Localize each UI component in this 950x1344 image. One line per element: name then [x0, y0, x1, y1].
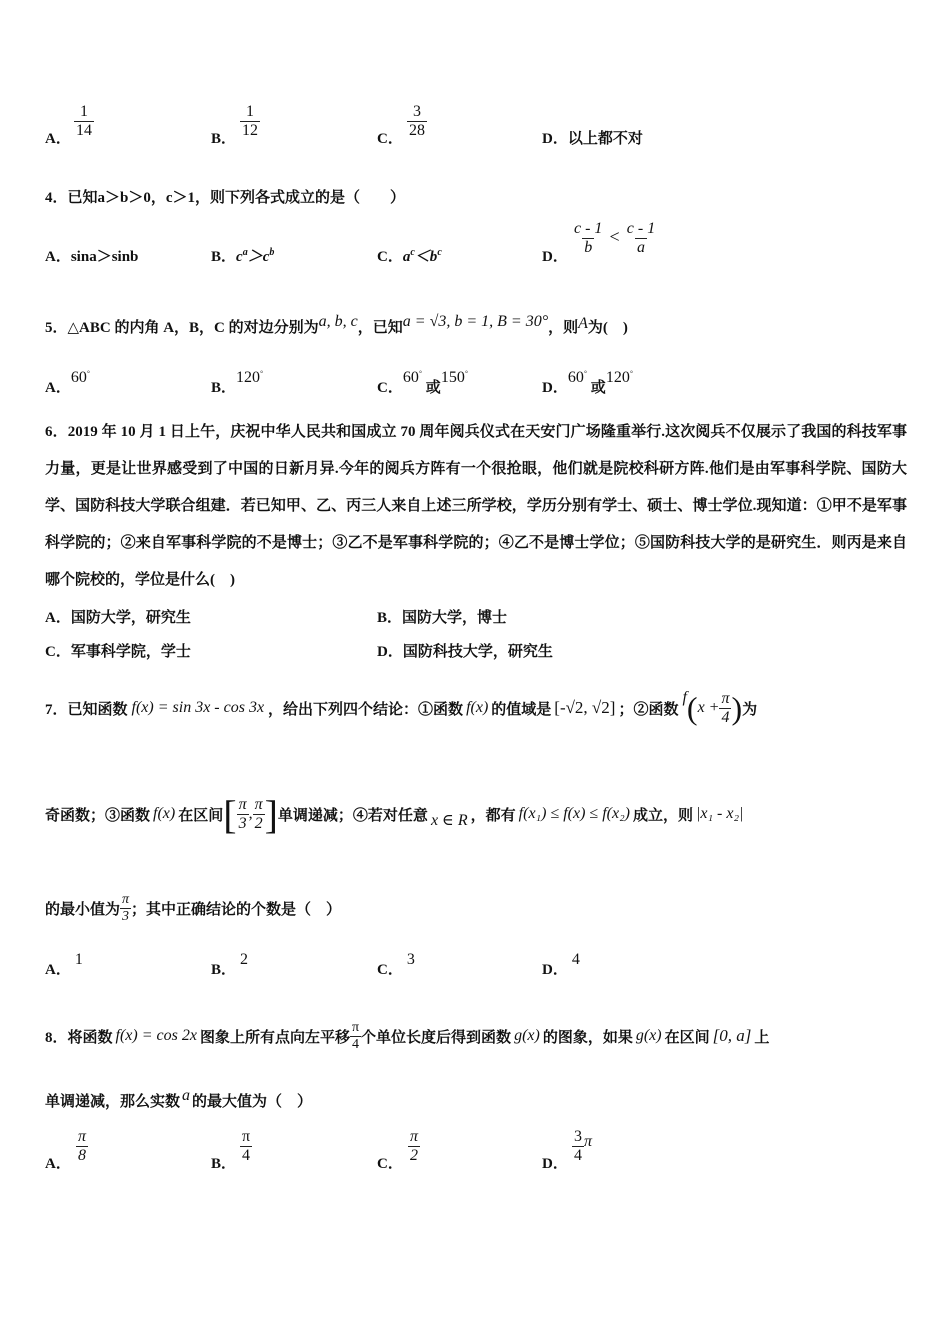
stem-text: 奇函数；③函数 — [45, 807, 151, 824]
q7-option-d — [542, 951, 580, 979]
q7-line-1: 7．已知函数 f(x) = sin 3x - cos 3x ，给出下列四个结论：①函数 f(x) 的值域是 [-√2, √2] ；②函数 f ( x + $\frac{\pi}{4}$ ) 为 — [45, 689, 758, 726]
q7-option-a — [45, 951, 83, 979]
denominator: b — [584, 238, 593, 256]
stem-text: 图象上所有点向左平移 — [199, 1029, 350, 1046]
shifted-argument: x + — [697, 699, 720, 716]
stem-text: 的值域是 — [491, 701, 552, 718]
option-value: 4 — [571, 951, 580, 968]
stem-text: ；其中正确结论的个数是（ ） — [131, 901, 342, 918]
option-value: 2 — [240, 951, 249, 968]
function-fx: f(x) — [466, 699, 489, 716]
option-label: D． — [542, 131, 568, 147]
q3-option-b-fraction — [240, 103, 260, 139]
option-label: A． — [45, 131, 71, 147]
option-value: 120 — [236, 369, 261, 386]
q8-option-c-fraction — [408, 1128, 420, 1164]
numerator: c - 1 — [626, 220, 656, 237]
q4-option-b — [211, 245, 274, 266]
option-label: C． — [377, 962, 403, 978]
q8-option-d — [542, 1152, 568, 1173]
q8-option-b-fraction — [240, 1128, 252, 1164]
q8-option-c — [377, 1152, 403, 1173]
abs-difference: |x₁ - x₂| — [695, 805, 744, 822]
stem-text: 在区间 — [664, 1029, 710, 1046]
side-variables: a, b, c — [318, 313, 358, 330]
target-angle: A — [578, 315, 588, 332]
denominator: 28 — [409, 121, 425, 139]
q8-option-d-fraction — [572, 1128, 592, 1164]
numerator: π — [254, 795, 263, 813]
q4-option-c — [377, 245, 442, 266]
numerator: π — [242, 1128, 251, 1145]
option-text: 以上都不对 — [567, 131, 643, 147]
denominator: a — [637, 238, 645, 256]
option-value: 60 — [70, 369, 87, 386]
numerator: 3 — [574, 1128, 582, 1145]
q4-option-d-formula: $\frac{c - 1}{b}$ < $\frac{c - 1}{a}$ — [574, 220, 656, 256]
denominator: 8 — [78, 1146, 86, 1164]
option-label: B． — [211, 1156, 237, 1172]
option-label: A． — [45, 1156, 71, 1172]
q3-option-a — [45, 127, 71, 148]
option-label: B． — [211, 249, 237, 265]
q7-option-c — [377, 951, 415, 979]
q5-stem — [45, 313, 628, 337]
stem-text: 单调递减，那么实数 — [45, 1094, 181, 1110]
numerator: 1 — [246, 103, 254, 120]
q5-option-d: D．60° 或120° — [542, 369, 634, 396]
option-label: D． — [542, 249, 568, 265]
q3-option-b — [211, 127, 236, 148]
interval: [0, a] — [712, 1026, 752, 1045]
stem-text: 个单位长度后得到函数 — [361, 1029, 512, 1046]
stem-text: 的最小值为 — [45, 901, 121, 918]
q5-option-c: C．60° 或150° — [377, 369, 469, 396]
numerator: c - 1 — [574, 220, 603, 237]
q4-stem: 4．已知a＞b＞0，c＞1，则下列各式成立的是（ ） — [45, 190, 406, 206]
numerator: π — [238, 795, 247, 813]
denominator: 3 — [238, 814, 247, 832]
option-formula: $c^a>c^b$ — [236, 247, 275, 265]
q4-option-a — [45, 245, 138, 266]
stem-text: ；②函数 — [618, 701, 679, 718]
stem-text: ，都有 — [470, 807, 516, 824]
q6-option-a: A．国防大学，研究生 — [45, 610, 191, 626]
numerator: π — [410, 1128, 419, 1145]
or-text: 或 — [590, 380, 606, 396]
stem-text: 在区间 — [178, 807, 224, 824]
option-value: 120 — [605, 369, 630, 386]
stem-text: 为( ) — [587, 320, 628, 336]
option-value: 3 — [406, 951, 415, 968]
q4-option-d — [542, 245, 568, 266]
q8-option-b — [211, 1152, 236, 1173]
q8-option-a-fraction — [76, 1128, 88, 1164]
stem-text: 5．△ABC 的内角 A，B，C 的对边分别为 — [45, 320, 319, 336]
stem-text: ，则 — [548, 320, 579, 336]
option-formula: $a^c<b^c$ — [402, 247, 442, 265]
denominator: 4 — [352, 1036, 359, 1052]
denominator: 3 — [122, 908, 130, 924]
range-interval: [-√2, √2] — [554, 698, 616, 717]
option-text: sina＞sinb — [70, 249, 139, 265]
q3-option-d — [542, 127, 643, 148]
option-label: D． — [542, 1156, 568, 1172]
q6-option-c: C．军事科学院，学士 — [45, 644, 191, 660]
function-definition: f(x) = cos 2x — [115, 1027, 197, 1044]
stem-text: 上 — [754, 1029, 770, 1046]
option-label: D． — [542, 380, 568, 396]
q8-line-1 — [45, 1008, 769, 1064]
numerator: π — [721, 689, 730, 707]
option-label: B． — [211, 380, 237, 396]
option-label: D． — [542, 962, 568, 978]
q7-line-3 — [45, 886, 341, 930]
stem-text: 的最大值为（ ） — [192, 1094, 313, 1110]
denominator: 4 — [721, 708, 730, 726]
stem-text: 成立，则 — [632, 807, 693, 824]
option-label: C． — [377, 249, 403, 265]
numerator: 1 — [80, 103, 88, 120]
stem-text: 的图象，如果 — [542, 1029, 633, 1046]
shifted-function-name: f — [682, 689, 687, 706]
option-label: A． — [45, 380, 71, 396]
q6-option-d: D．国防科技大学，研究生 — [377, 644, 553, 660]
numerator: π — [351, 1020, 360, 1036]
function-gx: g(x) — [635, 1027, 662, 1044]
option-value: 1 — [74, 951, 83, 968]
denominator: 12 — [242, 121, 258, 139]
option-label: B． — [211, 962, 237, 978]
stem-text: ，给出下列四个结论：①函数 — [268, 701, 464, 718]
q3-option-c — [377, 127, 403, 148]
denominator: 2 — [410, 1146, 418, 1164]
option-value: 150 — [440, 369, 465, 386]
q7-option-b — [211, 951, 249, 979]
or-text: 或 — [425, 380, 441, 396]
function-gx: g(x) — [514, 1027, 540, 1044]
pi-symbol: π — [584, 1133, 593, 1151]
function-definition: f(x) = sin 3x - cos 3x — [131, 699, 265, 716]
denominator: 2 — [254, 814, 263, 832]
given-values: a = √3, b = 1, B = 30° — [402, 313, 549, 330]
q6-option-b: B．国防大学，博士 — [377, 610, 508, 626]
stem-text: 为 — [742, 701, 758, 718]
option-label: C． — [377, 380, 403, 396]
stem-text: ，已知 — [357, 320, 403, 336]
numerator: 3 — [413, 103, 421, 120]
stem-text: 8．将函数 — [45, 1029, 113, 1046]
option-label: B． — [211, 131, 237, 147]
function-fx: f(x) — [153, 805, 176, 822]
stem-text: 7．已知函数 — [45, 701, 128, 718]
option-label: C． — [377, 1156, 403, 1172]
inequality: f(x₁) ≤ f(x) ≤ f(x₂) — [518, 805, 630, 822]
q3-option-a-fraction — [74, 103, 94, 139]
q7-line-2: 奇函数；③函数 f(x) 在区间 [ $\frac{\pi}{3}$ , $\frac{\pi}{2}$ ] 单调递减；④若对任意 x ∈ R ，都有 f(x₁) ≤ f(x) ≤ f(x₂) 成立，则 |x₁ - x₂| — [45, 791, 744, 837]
denominator: 4 — [242, 1146, 251, 1164]
option-label: A． — [45, 962, 71, 978]
q8-option-a — [45, 1152, 71, 1173]
q5-option-a: A．60° — [45, 369, 91, 396]
option-label: C． — [377, 131, 403, 147]
option-value: 60 — [567, 369, 584, 386]
q8-line-2 — [45, 1087, 313, 1111]
variable-a: a — [182, 1087, 191, 1104]
q6-stem: 6．2019 年 10 月 1 日上午，庆祝中华人民共和国成立 70 周年阅兵仪式在天安门广场隆重举行.这次阅兵不仅展示了我国的科技军事力量，更是让世界感受到了中国的日新月异.今年的阅兵方阵有一个很抢眼，他们就是院校科研方阵.他们是由军事科学院、国防大学、国防科技大学联合组建．若已知甲、乙、丙三人来自上述三所学校，学历分别有学士、硕士、博士学位.现知道：①甲不是军事科学院的；②来自军事科学院的不是博士；③乙不是军事科学院的；④乙不是博士学位；⑤国防科技大学的是研究生．则丙是来自哪个院校的，学位是什么( ) — [45, 424, 907, 588]
q5-option-b: B．120° — [211, 369, 264, 396]
option-label: A． — [45, 249, 71, 265]
option-value: 60 — [402, 369, 419, 386]
denominator: 14 — [76, 121, 92, 139]
q3-option-c-fraction — [407, 103, 427, 139]
numerator: π — [122, 892, 130, 908]
denominator: 4 — [574, 1146, 582, 1164]
domain-x-in-r: x ∈ R — [430, 812, 468, 829]
stem-text: 单调递减；④若对任意 — [277, 807, 428, 824]
numerator: π — [78, 1128, 87, 1145]
